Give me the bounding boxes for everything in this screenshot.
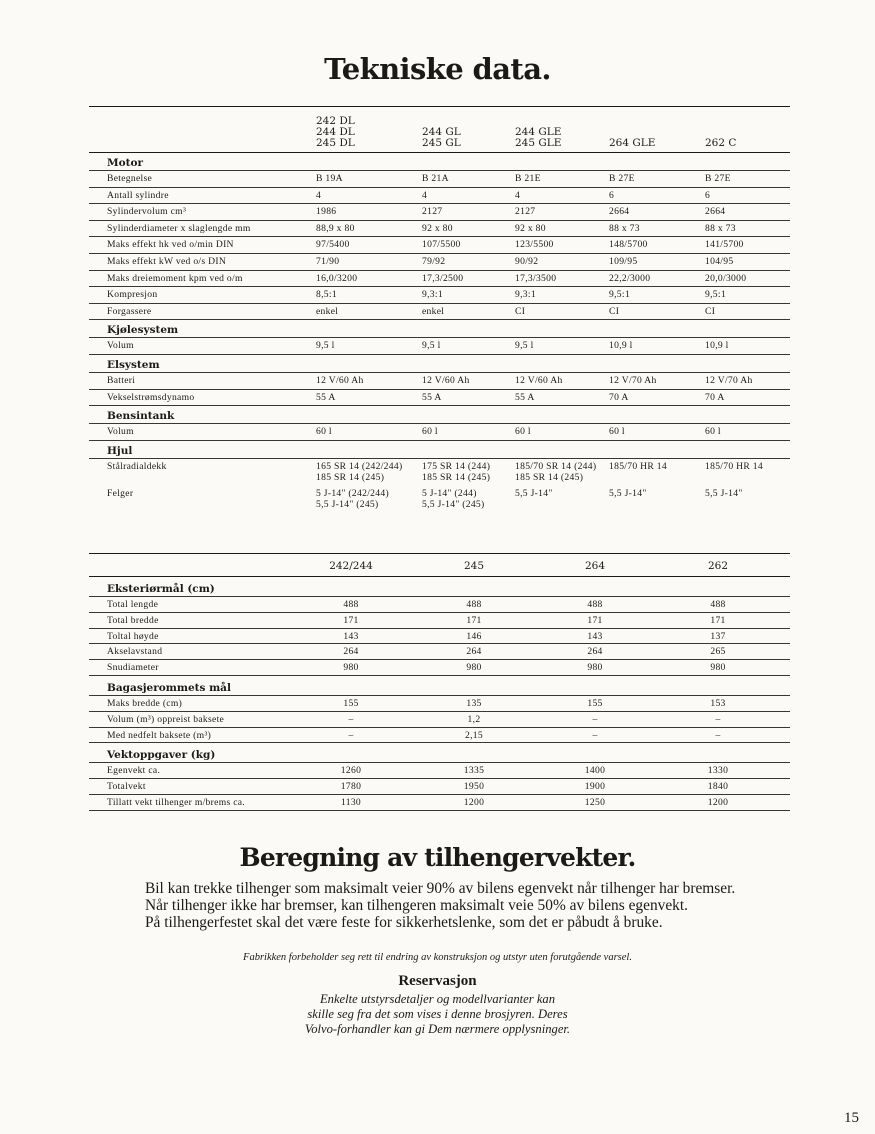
table-row <box>89 644 790 660</box>
cell-value <box>422 375 470 386</box>
row-label: Maks dreiemoment kpm ved o/m <box>107 272 243 284</box>
row-label: Batteri <box>107 374 136 386</box>
cell-line: B 21E <box>515 173 541 184</box>
cell-value: 264 <box>343 646 359 658</box>
cell-line: 60 l <box>609 426 625 438</box>
cell-value: 143 <box>587 630 603 642</box>
cell-value <box>609 190 614 201</box>
cell-line: 10,9 l <box>705 340 729 352</box>
reservation-line: Volvo-forhandler kan gi Dem nærmere opplysninger. <box>304 1022 571 1036</box>
trailer-weights-text <box>145 880 785 931</box>
cell-line: 12 V/60 Ah <box>422 374 470 386</box>
trailer-weights-heading: Beregning av tilhengervekter. <box>239 843 636 872</box>
cell-value <box>609 340 633 351</box>
cell-line: 9,3:1 <box>515 289 536 301</box>
column-header-line: 245 GL <box>422 137 461 149</box>
row-label: Egenvekt ca. <box>107 765 161 777</box>
column-header: 262 <box>707 560 729 572</box>
column-header-line: 242 DL <box>316 115 355 127</box>
cell-line: B 21A <box>422 173 449 184</box>
cell-line: 9,5:1 <box>609 289 630 301</box>
cell-value <box>316 173 343 184</box>
column-header <box>609 138 655 149</box>
cell-line: 17,3/2500 <box>422 272 464 284</box>
cell-value <box>515 239 554 250</box>
cell-value <box>705 392 725 403</box>
cell-line: B 27E <box>609 173 635 184</box>
table-row <box>89 795 790 811</box>
cell-value: 265 <box>710 646 726 658</box>
cell-line: 9,5 l <box>515 340 534 352</box>
cell-line: 175 SR 14 (244) <box>422 460 491 472</box>
cell-value: 2,15 <box>465 729 483 741</box>
cell-value <box>422 340 441 351</box>
row-label: Maks effekt kW ved o/s DIN <box>107 255 227 267</box>
cell-line: 185/70 SR 14 (244) <box>515 460 597 472</box>
cell-value <box>422 173 449 184</box>
cell-value <box>422 273 463 284</box>
cell-value <box>515 289 536 300</box>
table-row <box>89 188 790 205</box>
cell-line: 20,0/3000 <box>705 272 747 284</box>
table-row <box>89 613 790 629</box>
cell-value: 171 <box>343 614 359 626</box>
cell-line: 185/70 HR 14 <box>609 460 667 472</box>
section-title: Kjølesystem <box>89 324 790 338</box>
cell-value <box>705 461 763 473</box>
cell-value <box>316 488 389 511</box>
cell-line: 55 A <box>515 391 535 403</box>
column-header <box>515 127 561 149</box>
cell-line: 16,0/3200 <box>316 272 358 284</box>
table-row <box>89 254 790 271</box>
cell-value <box>609 375 657 386</box>
cell-line: enkel <box>316 305 339 317</box>
column-header-line: 262 C <box>705 137 737 149</box>
cell-value <box>515 206 535 217</box>
cell-value <box>316 306 338 317</box>
cell-value <box>422 306 444 317</box>
cell-line: 88,9 x 80 <box>316 222 355 234</box>
row-label: Med nedfelt baksete (m³) <box>107 729 212 741</box>
table-row <box>89 390 790 407</box>
cell-value <box>609 488 647 500</box>
cell-line: 5,5 J-14" <box>515 487 553 499</box>
cell-line: 55 A <box>422 391 442 403</box>
cell-value: 488 <box>466 599 482 610</box>
cell-line: 70 A <box>705 391 725 403</box>
cell-line: 148/5700 <box>609 239 648 251</box>
cell-value: 153 <box>710 697 726 709</box>
cell-value: 135 <box>466 697 482 709</box>
cell-value <box>515 488 553 500</box>
row-label: Vekselstrømsdynamo <box>107 391 195 403</box>
trailer-line: Når tilhenger ikke har bremser, kan tilhengeren maksimalt veie 50% av bilens egenvekt. <box>145 897 688 914</box>
cell-value: 146 <box>466 630 482 642</box>
cell-value <box>422 190 427 201</box>
row-label: Sylindervolum cm³ <box>107 206 187 218</box>
column-header-line: 264 GLE <box>609 137 656 149</box>
cell-value <box>422 239 461 250</box>
column-header <box>705 138 736 149</box>
cell-line: 88 x 73 <box>705 222 736 234</box>
cell-value <box>705 289 726 300</box>
cell-value <box>515 190 520 201</box>
cell-value <box>316 273 357 284</box>
reservation-line: Enkelte utstyrsdetaljer og modellvarianter kan <box>319 992 556 1006</box>
cell-value <box>705 206 725 217</box>
cell-value <box>705 488 743 500</box>
disclaimer-text: Fabrikken forbeholder seg rett til endring av konstruksjon og utstyr uten forutgående varsel. <box>243 952 632 963</box>
cell-value <box>609 289 630 300</box>
cell-line: 9,5 l <box>422 340 441 352</box>
cell-line: 6 <box>609 189 615 201</box>
cell-value <box>705 375 753 386</box>
table-row <box>89 728 790 744</box>
row-label: Forgassere <box>107 305 152 317</box>
page-title: Tekniske data. <box>324 52 551 86</box>
cell-value: 980 <box>466 662 482 674</box>
table-row <box>89 373 790 390</box>
table-row <box>89 763 790 779</box>
section-title: Bagasjerommets mål <box>89 682 790 696</box>
row-label: Antall sylindre <box>107 189 169 201</box>
cell-value <box>422 289 443 300</box>
cell-line: 185 SR 14 (245) <box>515 472 584 484</box>
table-header <box>89 106 790 153</box>
table-row <box>89 597 790 613</box>
cell-value <box>515 340 534 351</box>
cell-line: 2664 <box>609 206 630 218</box>
cell-value <box>316 289 337 300</box>
table-header <box>89 553 790 577</box>
cell-line: 4 <box>316 189 322 201</box>
table-row <box>89 221 790 238</box>
cell-line: 4 <box>515 189 521 201</box>
cell-line: 60 l <box>705 426 721 438</box>
cell-value: 155 <box>343 697 359 709</box>
cell-value: 1200 <box>707 796 729 808</box>
column-header: 245 <box>463 560 485 572</box>
cell-value <box>705 190 710 201</box>
cell-value <box>515 273 556 284</box>
cell-value: 980 <box>343 662 359 674</box>
cell-line: 5 J-14" (244) <box>422 487 477 499</box>
cell-value: – <box>592 729 598 741</box>
cell-value <box>316 190 321 201</box>
table-row <box>89 459 790 486</box>
cell-line: 55 A <box>316 391 336 403</box>
cell-line: 71/90 <box>316 255 340 267</box>
cell-line: 92 x 80 <box>515 222 546 234</box>
cell-line: 60 l <box>316 426 332 438</box>
section-title: Hjul <box>89 445 790 459</box>
row-label: Akselavstand <box>107 646 163 658</box>
cell-value <box>705 256 733 267</box>
cell-value <box>609 461 667 473</box>
cell-value: 1900 <box>584 781 606 793</box>
cell-line: 5,5 J-14" (245) <box>422 499 485 511</box>
cell-line: 141/5700 <box>705 239 744 251</box>
cell-value: 1780 <box>340 781 362 793</box>
cell-value <box>515 306 525 317</box>
cell-value <box>609 206 629 217</box>
table-row <box>89 237 790 254</box>
cell-value <box>609 392 629 403</box>
cell-line: 60 l <box>422 426 438 438</box>
cell-line: 10,9 l <box>609 340 633 352</box>
cell-value <box>316 426 332 437</box>
cell-line: 22,2/3000 <box>609 272 651 284</box>
cell-value <box>316 223 355 234</box>
cell-value <box>316 239 350 250</box>
table-row <box>89 287 790 304</box>
section-title: Bensintank <box>89 410 790 424</box>
cell-line: 107/5500 <box>422 239 461 251</box>
cell-line: 97/5400 <box>316 239 350 251</box>
row-label: Volum <box>107 426 134 438</box>
cell-line: CI <box>515 305 526 317</box>
row-label: Toltal høyde <box>107 630 159 642</box>
cell-value <box>515 461 596 484</box>
cell-line: 9,3:1 <box>422 289 443 301</box>
cell-value: 488 <box>587 599 603 610</box>
cell-value <box>609 256 637 267</box>
cell-value: 488 <box>343 599 359 610</box>
cell-value: 171 <box>466 614 482 626</box>
reservation-line: skille seg fra det som vises i denne brosjyren. Deres <box>307 1007 568 1021</box>
row-label: Betegnelse <box>107 173 153 184</box>
cell-value <box>609 239 648 250</box>
cell-value: 488 <box>710 599 726 610</box>
cell-value <box>609 173 635 184</box>
row-label: Volum <box>107 340 134 352</box>
cell-value <box>705 173 731 184</box>
trailer-line: På tilhengerfestet skal det være feste for sikkerhetslenke, som det er påbudt å bruke. <box>145 914 663 931</box>
cell-value: 171 <box>710 614 726 626</box>
cell-value <box>515 426 531 437</box>
cell-line: 109/95 <box>609 255 638 267</box>
cell-line: 104/95 <box>705 255 734 267</box>
cell-line: 60 l <box>515 426 531 438</box>
section-title: Elsystem <box>89 359 790 373</box>
cell-value <box>705 306 715 317</box>
cell-line: 4 <box>422 189 428 201</box>
cell-value <box>515 256 538 267</box>
section-title: Motor <box>89 157 790 171</box>
row-label: Snudiameter <box>107 662 159 674</box>
table-row <box>89 712 790 728</box>
cell-line: 1986 <box>316 206 337 218</box>
cell-line: 2127 <box>515 206 536 218</box>
cell-line: 5 J-14" (242/244) <box>316 487 389 499</box>
cell-value: 1335 <box>463 765 485 777</box>
cell-value: 137 <box>710 630 726 642</box>
page-number: 15 <box>844 1110 859 1126</box>
cell-line: 70 A <box>609 391 629 403</box>
row-label: Maks bredde (cm) <box>107 697 183 709</box>
cell-value <box>316 256 339 267</box>
table-row <box>89 424 790 441</box>
cell-value: 264 <box>466 646 482 658</box>
cell-value <box>705 239 744 250</box>
cell-value: 1400 <box>584 765 606 777</box>
cell-line: 9,5:1 <box>705 289 726 301</box>
cell-line: 185 SR 14 (245) <box>316 472 385 484</box>
cell-value: 980 <box>710 662 726 674</box>
cell-value <box>705 426 721 437</box>
cell-line: 123/5500 <box>515 239 554 251</box>
row-label: Total lengde <box>107 599 159 610</box>
table-row <box>89 204 790 221</box>
cell-value <box>609 273 650 284</box>
table-row <box>89 338 790 355</box>
column-header-line: 245 DL <box>316 137 355 149</box>
row-label: Maks effekt hk ved o/min DIN <box>107 239 234 251</box>
cell-line: 8,5:1 <box>316 289 337 301</box>
cell-line: 17,3/3500 <box>515 272 557 284</box>
row-label: Totalvekt <box>107 781 146 793</box>
cell-value <box>316 340 335 351</box>
cell-value: 1330 <box>707 765 729 777</box>
section-title: Eksteriørmål (cm) <box>89 583 790 597</box>
cell-value <box>316 461 402 484</box>
column-header-line: 245 GLE <box>515 137 562 149</box>
cell-value: 1260 <box>340 765 362 777</box>
cell-value: 155 <box>587 697 603 709</box>
cell-line: 88 x 73 <box>609 222 640 234</box>
table-row <box>89 629 790 645</box>
row-label: Kompresjon <box>107 289 158 301</box>
cell-line: 5,5 J-14" <box>705 487 743 499</box>
cell-value <box>316 392 336 403</box>
engine-specs-table <box>89 106 790 513</box>
cell-line: 165 SR 14 (242/244) <box>316 460 403 472</box>
cell-value: 1130 <box>340 796 362 808</box>
cell-value <box>422 488 485 511</box>
cell-value <box>705 340 729 351</box>
cell-value <box>609 306 619 317</box>
table-row <box>89 660 790 676</box>
row-label: Felger <box>107 487 134 499</box>
dimensions-table <box>89 553 790 811</box>
cell-line: 2664 <box>705 206 726 218</box>
cell-value <box>316 375 364 386</box>
cell-line: 9,5 l <box>316 340 335 352</box>
cell-line: 185 SR 14 (245) <box>422 472 491 484</box>
cell-value: – <box>715 729 721 741</box>
table-row <box>89 779 790 795</box>
table-row <box>89 171 790 188</box>
cell-value: – <box>715 713 721 725</box>
cell-line: 12 V/60 Ah <box>316 374 364 386</box>
row-label: Stålradialdekk <box>107 460 167 472</box>
cell-value <box>705 223 736 234</box>
cell-line: 79/92 <box>422 255 446 267</box>
cell-value <box>515 375 563 386</box>
row-label: Tillatt vekt tilhenger m/brems ca. <box>107 796 246 808</box>
cell-value <box>316 206 336 217</box>
cell-value <box>609 223 640 234</box>
cell-line: 90/92 <box>515 255 539 267</box>
cell-line: B 19A <box>316 173 343 184</box>
column-header-line: 244 GLE <box>515 126 562 138</box>
cell-value <box>422 223 453 234</box>
cell-line: 5,5 J-14" <box>609 487 647 499</box>
cell-line: CI <box>705 305 716 317</box>
column-header <box>316 116 355 149</box>
cell-value: 1200 <box>463 796 485 808</box>
trailer-line: Bil kan trekke tilhenger som maksimalt veier 90% av bilens egenvekt når tilhenger har bremser. <box>145 880 736 897</box>
cell-value: 1950 <box>463 781 485 793</box>
cell-line: 5,5 J-14" (245) <box>316 499 379 511</box>
cell-value <box>515 173 541 184</box>
cell-value <box>515 223 546 234</box>
column-header <box>422 127 461 149</box>
table-row <box>89 696 790 712</box>
column-header: 242/244 <box>329 560 373 572</box>
cell-value <box>422 392 442 403</box>
table-row <box>89 271 790 288</box>
cell-line: 92 x 80 <box>422 222 453 234</box>
cell-value: – <box>592 713 598 725</box>
cell-value <box>515 392 535 403</box>
cell-value <box>705 273 746 284</box>
table-row <box>89 486 790 513</box>
cell-line: 6 <box>705 189 711 201</box>
cell-line: 2127 <box>422 206 443 218</box>
row-label: Volum (m³) oppreist baksete <box>107 713 225 725</box>
cell-value <box>609 426 625 437</box>
cell-line: enkel <box>422 305 445 317</box>
cell-line: 12 V/60 Ah <box>515 374 563 386</box>
table-row <box>89 304 790 321</box>
cell-line: B 27E <box>705 173 731 184</box>
cell-line: CI <box>609 305 620 317</box>
cell-value: – <box>348 713 354 725</box>
cell-value <box>422 256 445 267</box>
column-header-line: 244 GL <box>422 126 461 138</box>
cell-value: 1250 <box>584 796 606 808</box>
cell-value: 143 <box>343 630 359 642</box>
cell-value: 1,2 <box>467 713 481 725</box>
row-label: Total bredde <box>107 614 159 626</box>
cell-value: 980 <box>587 662 603 674</box>
cell-line: 185/70 HR 14 <box>705 460 763 472</box>
cell-value: 264 <box>587 646 603 658</box>
cell-value <box>422 426 438 437</box>
column-header-line: 244 DL <box>316 126 355 138</box>
column-header: 264 <box>584 560 606 572</box>
reservation-title: Reservasjon <box>398 973 477 989</box>
reservation-text <box>0 992 875 1037</box>
section-title: Vektoppgaver (kg) <box>89 749 790 763</box>
cell-line: 12 V/70 Ah <box>705 374 753 386</box>
cell-value: – <box>348 729 354 741</box>
cell-value <box>422 461 490 484</box>
row-label: Sylinderdiameter x slaglengde mm <box>107 222 251 234</box>
cell-value: 171 <box>587 614 603 626</box>
cell-value: 1840 <box>707 781 729 793</box>
cell-line: 12 V/70 Ah <box>609 374 657 386</box>
cell-value <box>422 206 442 217</box>
